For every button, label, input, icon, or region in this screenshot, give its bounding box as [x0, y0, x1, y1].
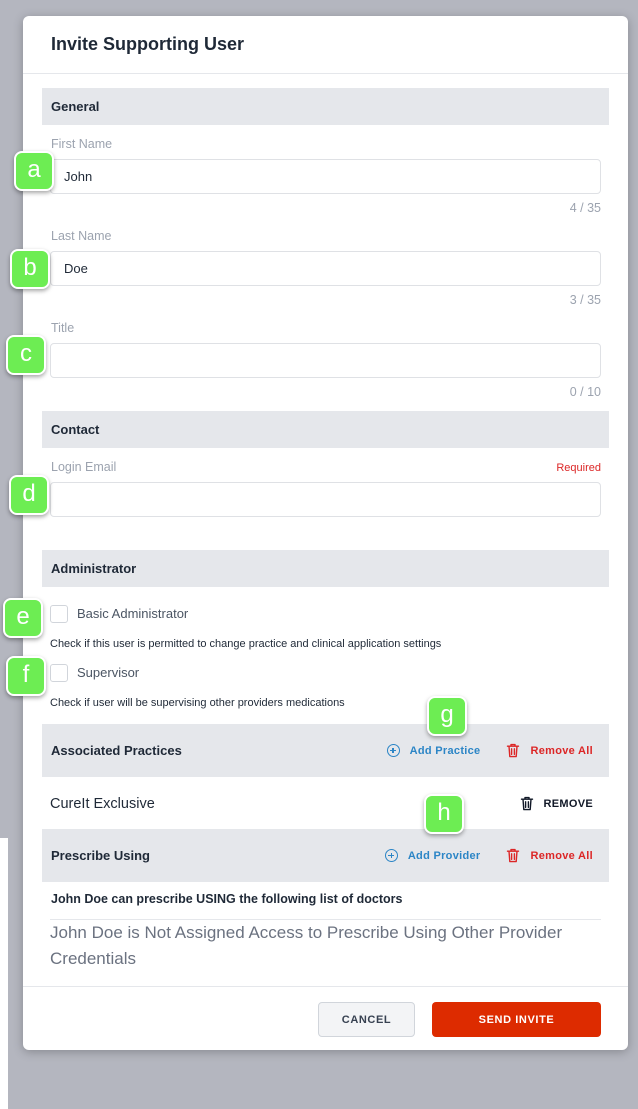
login-email-input[interactable]	[50, 482, 601, 517]
basic-admin-label[interactable]: Basic Administrator	[77, 606, 189, 621]
annotation-badge-e: e	[3, 598, 43, 638]
add-practice-label: Add Practice	[409, 744, 481, 757]
login-email-label: Login Email	[51, 460, 117, 474]
supervisor-label[interactable]: Supervisor	[77, 665, 140, 680]
modal-header	[23, 16, 628, 74]
backdrop-left	[0, 0, 8, 838]
title-label: Title	[51, 321, 75, 335]
cancel-button[interactable]: CANCEL	[318, 1002, 415, 1037]
annotation-badge-g: g	[427, 696, 467, 736]
last-name-label: Last Name	[51, 229, 112, 243]
annotation-badge-b: b	[10, 249, 50, 289]
title-counter: 0 / 10	[569, 385, 601, 399]
remove-practice-button[interactable]	[520, 796, 593, 811]
plus-circle-icon	[385, 849, 398, 862]
last-name-counter: 3 / 35	[569, 293, 601, 307]
modal-footer	[23, 986, 628, 1050]
basic-admin-checkbox[interactable]	[50, 605, 68, 623]
section-contact	[42, 411, 609, 448]
first-name-input[interactable]	[50, 159, 601, 194]
trash-icon	[520, 796, 534, 811]
prescribe-note: John Doe can prescribe USING the following list of doctors	[51, 892, 403, 906]
invite-user-modal	[23, 16, 628, 1050]
title-input[interactable]	[50, 343, 601, 378]
remove-all-practices-label: Remove All	[530, 744, 593, 757]
section-administrator	[42, 550, 609, 587]
section-prescribe-using	[42, 829, 609, 882]
remove-practice-label: REMOVE	[543, 797, 593, 810]
basic-admin-help: Check if this user is permitted to change practice and clinical application settings	[50, 638, 442, 650]
annotation-badge-h: h	[424, 794, 464, 834]
annotation-badge-a: a	[14, 151, 54, 191]
last-name-input[interactable]	[50, 251, 601, 286]
section-title-administrator: Administrator	[51, 561, 137, 576]
send-invite-button[interactable]: SEND INVITE	[432, 1002, 601, 1037]
practices-actions	[387, 743, 593, 758]
section-title-contact: Contact	[51, 422, 100, 437]
annotation-badge-f: f	[6, 656, 46, 696]
trash-icon	[506, 848, 520, 863]
trash-icon	[506, 743, 520, 758]
login-email-required: Required	[556, 462, 601, 474]
practice-row	[42, 777, 609, 830]
annotation-badge-c: c	[6, 335, 46, 375]
section-general	[42, 88, 609, 125]
first-name-counter: 4 / 35	[569, 201, 601, 215]
remove-all-practices-button[interactable]	[506, 743, 593, 758]
modal-title: Invite Supporting User	[51, 34, 245, 54]
first-name-label: First Name	[51, 137, 113, 151]
supervisor-checkbox[interactable]	[50, 664, 68, 682]
annotation-badge-d: d	[9, 475, 49, 515]
prescribe-actions	[385, 848, 593, 863]
section-title-general: General	[51, 99, 100, 114]
practice-name: CureIt Exclusive	[50, 795, 155, 812]
remove-all-providers-button[interactable]	[506, 848, 593, 863]
section-associated-practices	[42, 724, 609, 777]
prescribe-empty-state: John Doe is Not Assigned Access to Prescribe Using Other Provider Credentials	[50, 923, 563, 968]
add-provider-label: Add Provider	[407, 849, 481, 862]
section-title-prescribe: Prescribe Using	[51, 848, 150, 863]
remove-all-providers-label: Remove All	[530, 849, 593, 862]
add-provider-button[interactable]	[385, 849, 481, 862]
plus-circle-icon	[387, 744, 400, 757]
supervisor-help: Check if user will be supervising other providers medications	[50, 697, 345, 709]
section-title-practices: Associated Practices	[51, 743, 182, 758]
add-practice-button[interactable]	[387, 744, 481, 757]
